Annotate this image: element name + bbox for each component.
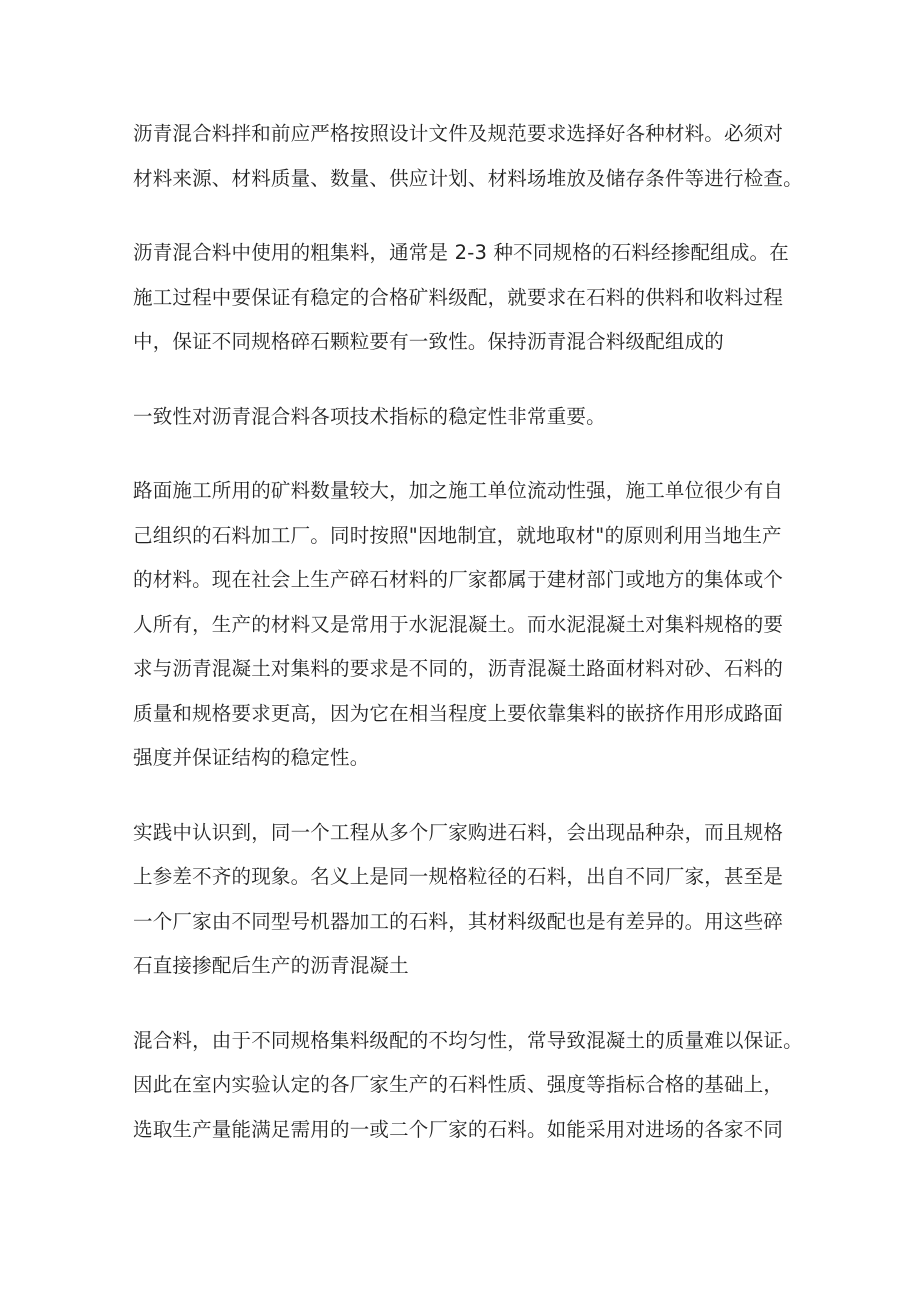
paragraph-gradation-consistency bbox=[133, 395, 793, 440]
text-line: 因此在室内实验认定的各厂家生产的石料性质、强度等指标合格的基础上， bbox=[133, 1073, 784, 1096]
text-line: 选取生产量能满足需用的一或二个厂家的石料。如能采用对进场的各家不同 bbox=[133, 1117, 784, 1141]
paragraph-multiple-suppliers bbox=[133, 811, 793, 989]
text-line: 一个厂家由不同型号机器加工的石料，其材料级配也是有差异的。用这些碎 bbox=[133, 909, 784, 933]
text-line: 材料来源、材料质量、数量、供应计划、材料场堆放及储存条件等进行检查。 bbox=[133, 166, 803, 190]
paragraph-material-selection bbox=[133, 112, 803, 201]
text-line: 沥青混合料拌和前应严格按照设计文件及规范要求选择好各种材料。必须对 bbox=[133, 122, 784, 145]
text-line: 一致性对沥青混合料各项技术指标的稳定性非常重要。 bbox=[133, 404, 606, 428]
text-line: 中，保证不同规格碎石颗粒要有一致性。保持沥青混合料级配组成的 bbox=[133, 330, 725, 353]
text-line: 强度并保证结构的稳定性。 bbox=[133, 746, 370, 769]
text-line: 实践中认识到，同一个工程从多个厂家购进石料，会出现品种杂，而且规格 bbox=[133, 820, 784, 844]
text-line: 施工过程中要保证有稳定的合格矿料级配，就要求在石料的供料和收料过程 bbox=[133, 285, 784, 309]
text-line: 上参差不齐的现象。名义上是同一规格粒径的石料，出自不同厂家，甚至是 bbox=[133, 865, 784, 888]
text-line: 混合料，由于不同规格集料级配的不均匀性，常导致混凝土的质量难以保证。 bbox=[133, 1028, 803, 1052]
text-line: 沥青混合料中使用的粗集料，通常是 2-3 种不同规格的石料经掺配组成。在 bbox=[133, 241, 789, 264]
paragraph-quality-assurance bbox=[133, 1019, 803, 1153]
text-line: 的材料。现在社会上生产碎石材料的厂家都属于建材部门或地方的集体或个 bbox=[133, 568, 784, 591]
text-line: 己组织的石料加工厂。同时按照"因地制宜，就地取材"的原则利用当地生产 bbox=[133, 523, 782, 547]
document-body bbox=[133, 112, 803, 1182]
paragraph-aggregate-supply bbox=[133, 469, 793, 781]
text-line: 路面施工所用的矿料数量较大，加之施工单位流动性强，施工单位很少有自 bbox=[133, 479, 784, 502]
text-line: 质量和规格要求更高，因为它在相当程度上要依靠集料的嵌挤作用形成路面 bbox=[133, 701, 784, 725]
text-line: 求与沥青混凝土对集料的要求是不同的，沥青混凝土路面材料对砂、石料的 bbox=[133, 657, 784, 680]
text-line: 人所有，生产的材料又是常用于水泥混凝土。而水泥混凝土对集料规格的要 bbox=[133, 612, 784, 636]
paragraph-coarse-aggregate bbox=[133, 231, 793, 365]
text-line: 石直接掺配后生产的沥青混凝土 bbox=[133, 954, 409, 977]
